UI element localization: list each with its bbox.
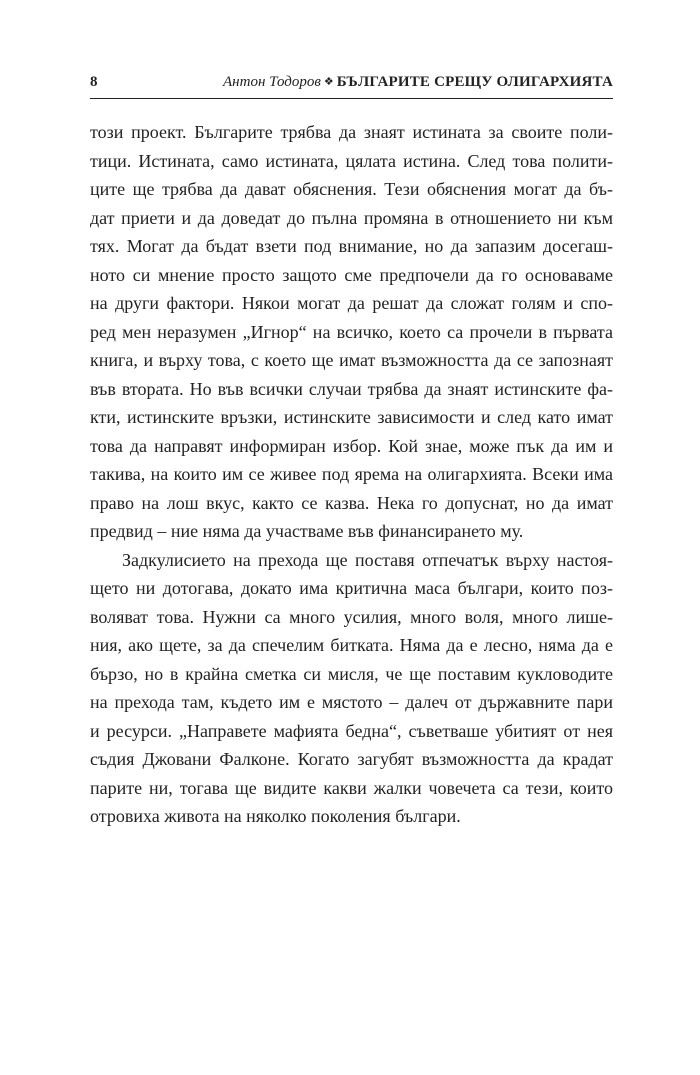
text-line: ред мен неразумен „Игнор“ на всичко, което са прочели в първата: [90, 321, 613, 342]
text-line: този проект. Българите трябва да знаят истината за своите поли-: [90, 122, 613, 142]
text-line: на други фактори. Някои могат да решат да сложат голям и спо-: [90, 293, 613, 313]
text-line: кти, истинските връзки, истинските зависимости и след като имат: [90, 407, 613, 427]
text-line: ците ще трябва да дават обяснения. Тези обяснения могат да бъ-: [90, 179, 613, 199]
text-line: тици. Истината, само истината, цялата истина. След това полити-: [90, 150, 613, 171]
text-line: тях. Могат да бъдат взети под внимание, но да запазим досегаш-: [90, 236, 613, 256]
paragraph-2: [90, 546, 613, 831]
paragraph-1: [90, 118, 613, 546]
text-line: това да направят информиран избор. Кой знае, може пък да им и: [90, 435, 613, 456]
text-line: такива, на които им се живее под ярема на олигархията. Всеки има: [90, 464, 613, 484]
ornament-separator-icon: ❖: [323, 76, 334, 88]
header-title-group: [223, 74, 613, 91]
text-line: книга, и върху това, с което ще имат възможността да се запознаят: [90, 350, 613, 370]
text-line: щето ни дотогава, докато има критична маса българи, които поз-: [90, 578, 613, 598]
text-line: на прехода там, където им е мястото – далеч от държавните пари: [90, 692, 613, 712]
text-line: Задкулисието на прехода ще поставя отпечатък върху настоя-: [122, 549, 613, 570]
text-line: воляват това. Нужни са много усилия, много воля, много лише-: [90, 606, 613, 627]
text-line: предвид – ние няма да участваме във финансирането му.: [90, 521, 524, 541]
text-line: съдия Джовани Фалконе. Когато загубят възможността да крадат: [90, 749, 613, 769]
text-line: право на лош вкус, както се казва. Нека го допуснат, но да имат: [90, 492, 613, 513]
book-title: БЪЛГАРИТЕ СРЕЩУ ОЛИГАРХИЯТА: [336, 74, 613, 90]
text-line: ния, ако щете, за да спечелим битката. Няма да е лесно, няма да е: [90, 635, 613, 655]
text-line: парите ни, тогава ще видите какви жалки човечета са тези, които: [90, 777, 613, 798]
running-header: [90, 70, 613, 99]
text-line: бързо, но в крайна сметка си мисля, че ще поставим кукловодите: [90, 663, 613, 684]
body-text: [90, 118, 613, 831]
page-number: 8: [90, 74, 98, 90]
text-line: и ресурси. „Направете мафията бедна“, съветваше убитият от нея: [90, 720, 613, 741]
author-name: Антон Тодоров: [223, 74, 321, 90]
text-line: отровиха живота на няколко поколения българи.: [90, 806, 461, 826]
text-line: ното си мнение просто защото сме предпочели да го основаваме: [90, 264, 613, 285]
text-line: дат приети и да доведат до пълна промяна в отношението ни към: [90, 207, 613, 228]
text-line: във втората. Но във всички случаи трябва да знаят истинските фа-: [90, 378, 613, 399]
